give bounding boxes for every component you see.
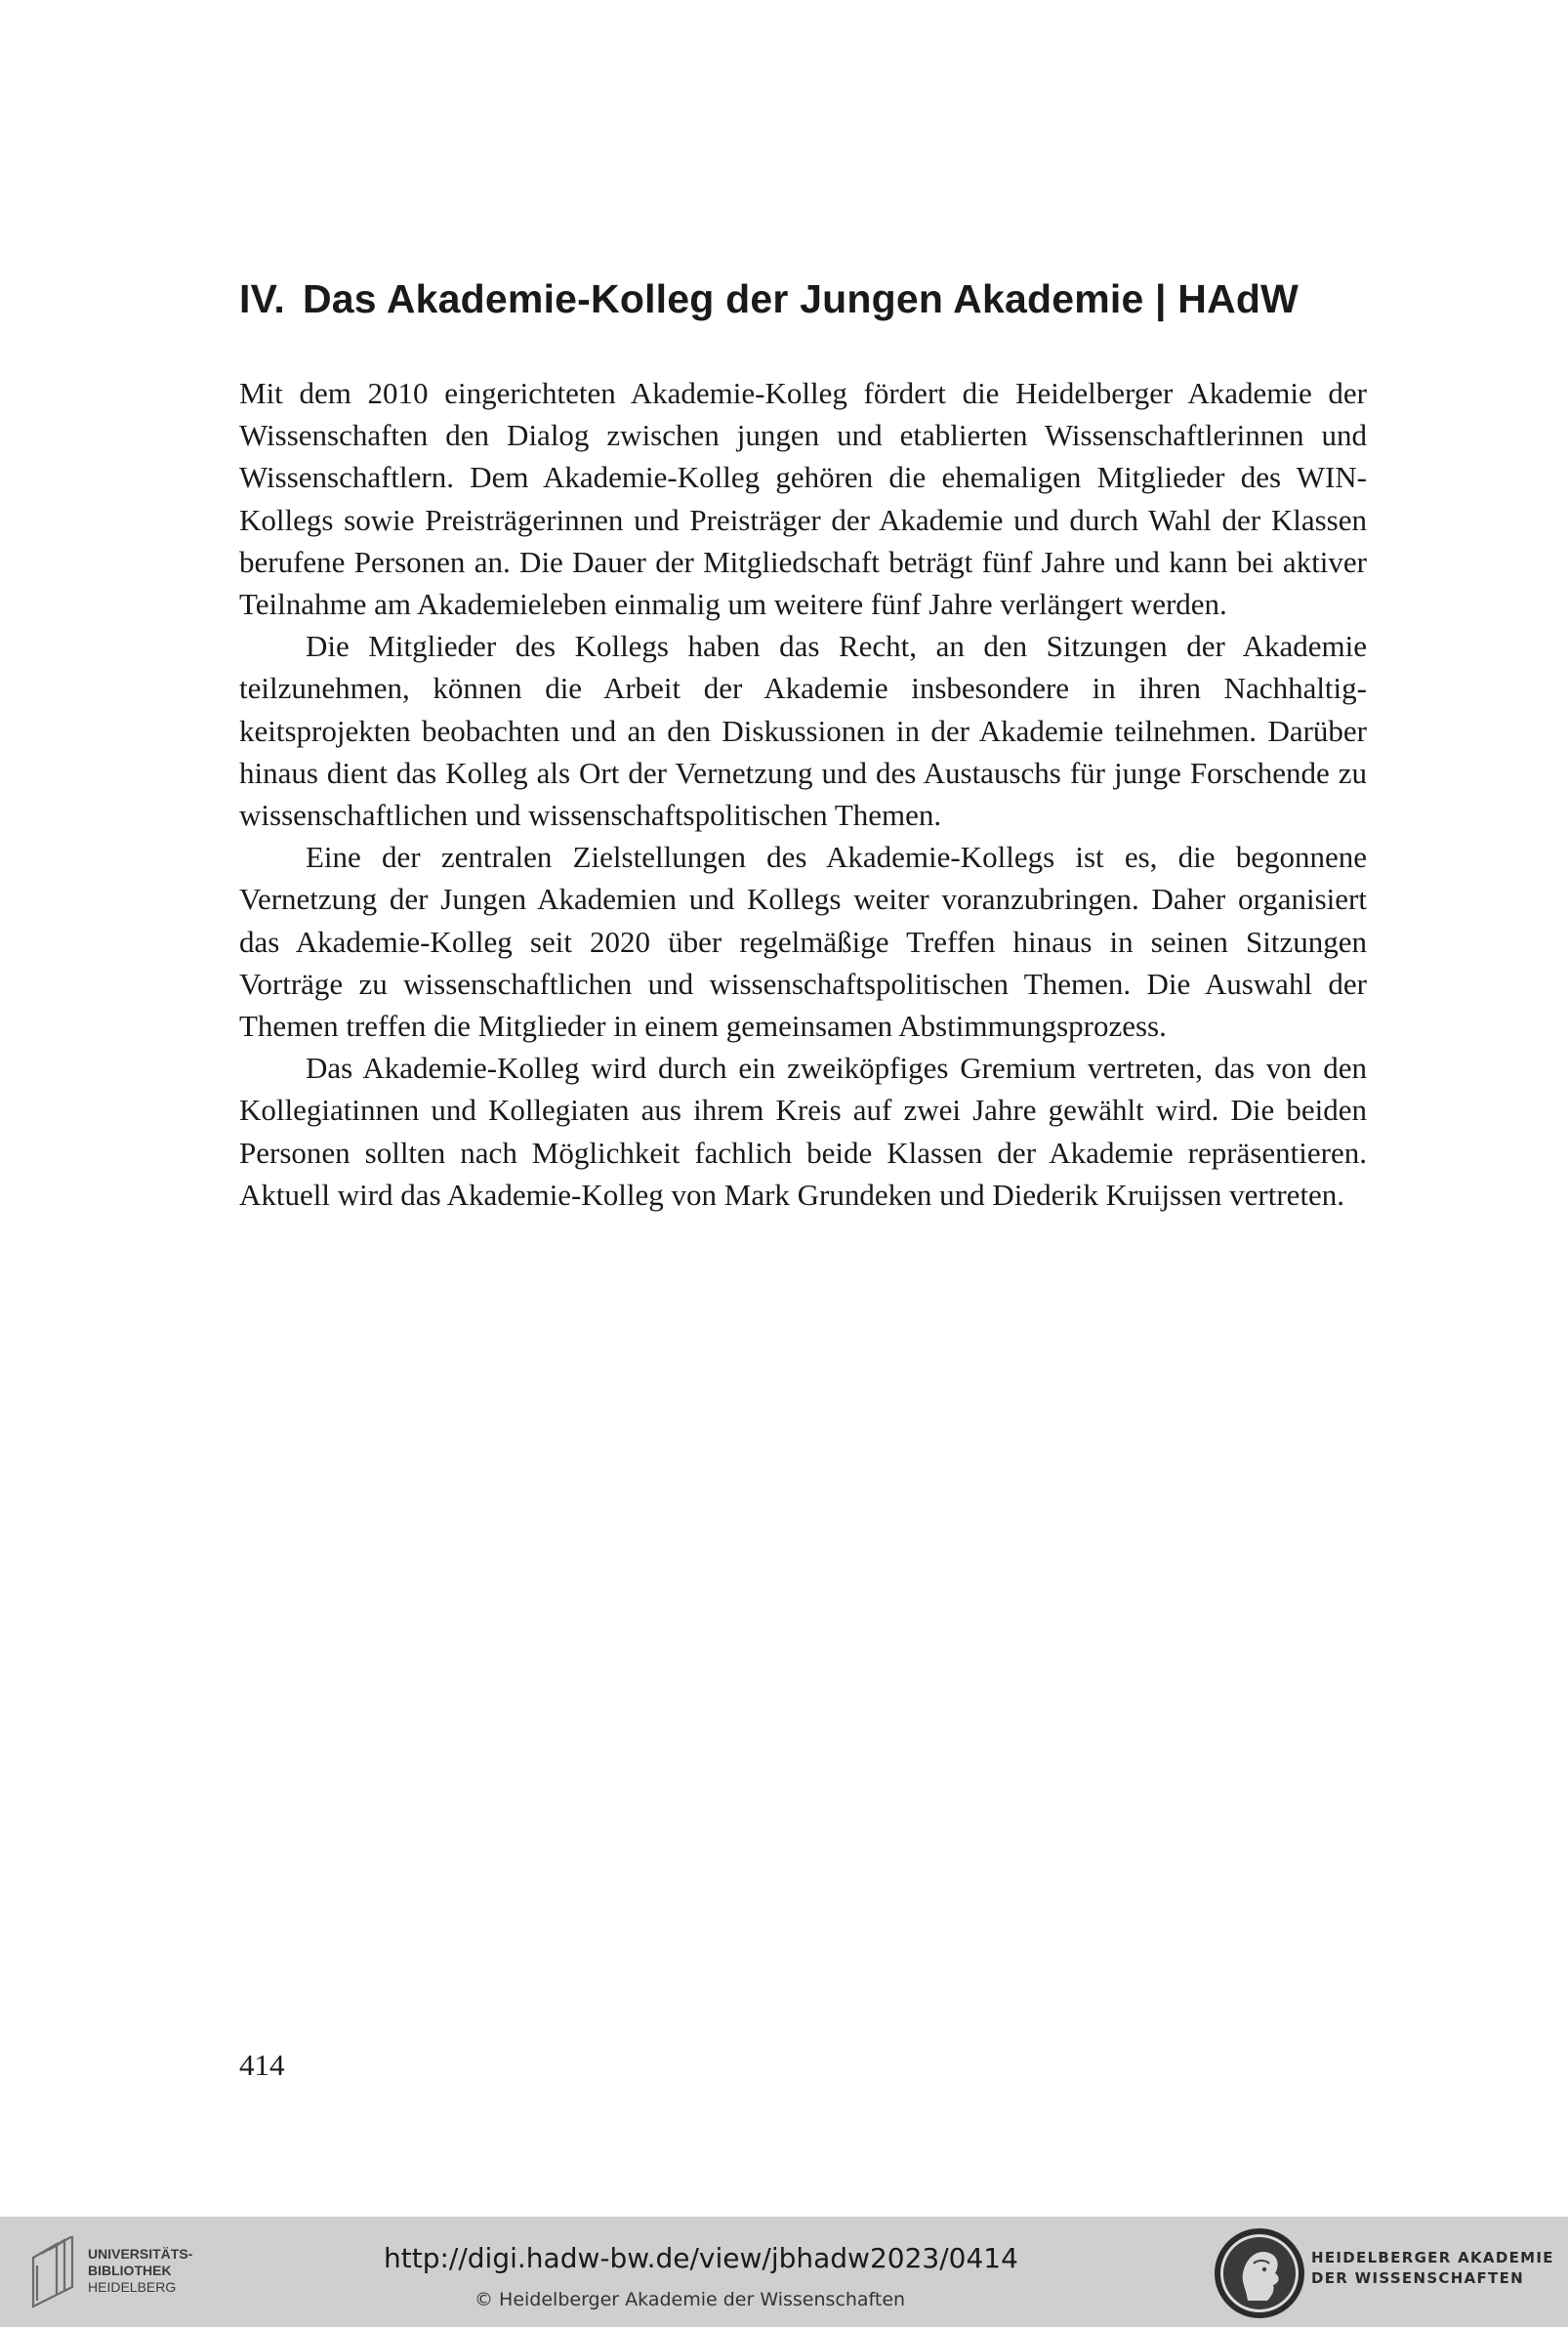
chapter-title: Das Akademie-Kolleg der Jungen Akademie | HAdW — [302, 276, 1300, 321]
body-text — [239, 372, 1367, 1216]
chapter-heading — [239, 276, 1372, 322]
book-stack-icon — [27, 2236, 82, 2308]
library-name: UNIVERSITÄTS- BIBLIOTHEK HEIDELBERG — [88, 2246, 193, 2295]
copyright-notice: © Heidelberger Akademie der Wissenschaften — [475, 2289, 906, 2310]
paragraph: Mit dem 2010 eingerichteten Akademie-Kolleg fördert die Heidelberger Akademie der Wissenschaften den Dialog zwischen jungen und etablierten Wissenschaftlerinnen und Wissenschaftlern. Dem Akademie-Kolleg gehören die ehemaligen Mitglieder des WIN-Kollegs sowie Preisträgerinnen und Preisträger der Akademie und durch Wahl der Klassen berufene Personen an. Die Dauer der Mitgliedschaft beträgt fünf Jahre und kann bei aktiver Teilnahme am Akademieleben einmalig um weitere fünf Jahre verlängert werden. — [239, 376, 1367, 622]
page-number: 414 — [239, 2048, 285, 2082]
library-logo[interactable] — [27, 2236, 223, 2308]
academy-seal-icon[interactable] — [1211, 2224, 1308, 2322]
academy-name: HEIDELBERGER AKADEMIE DER WISSENSCHAFTEN — [1311, 2249, 1554, 2287]
footer-bar — [0, 2217, 1568, 2327]
chapter-number: IV. — [239, 276, 285, 321]
paragraph: Das Akademie-Kolleg wird durch ein zweiköpfiges Gremium vertreten, das von den Kollegiatinnen und Kollegiaten aus ihrem Kreis auf zwei Jahre gewählt wird. Die beiden Personen sollten nach Möglichkeit fachlich beide Klassen der Akademie repräsentieren. Aktuell wird das Akademie-Kolleg von Mark Grundeken und Diederik Kruijssen vertreten. — [239, 1051, 1367, 1212]
paragraph: Eine der zentralen Zielstellungen des Akademie-Kollegs ist es, die begonnene Vernetzung der Jungen Akademien und Kollegs weiter voranzubringen. Daher organisiert das Akademie-Kolleg seit 2020 über regelmäßige Treffen hinaus in seinen Sitzungen Vorträge zu wissenschaftlichen und wissenschaftspolitischen Themen. Die Auswahl der Themen treffen die Mitglieder in einem gemeinsamen Abstimmungsprozess. — [239, 840, 1367, 1044]
paragraph: Die Mitglieder des Kollegs haben das Recht, an den Sitzungen der Akademie teilzunehmen, können die Arbeit der Akademie insbesondere in ihren Nachhaltigkeitsprojekten beobachten und an den Diskussionen in der Akademie teilnehmen. Darüber hinaus dient das Kolleg als Ort der Vernetzung und des Austauschs für junge Forschende zu wissenschaftlichen und wissenschaftspolitischen Themen. — [239, 629, 1367, 833]
permalink-url[interactable]: http://digi.hadw-bw.de/view/jbhadw2023/0414 — [384, 2242, 1018, 2274]
